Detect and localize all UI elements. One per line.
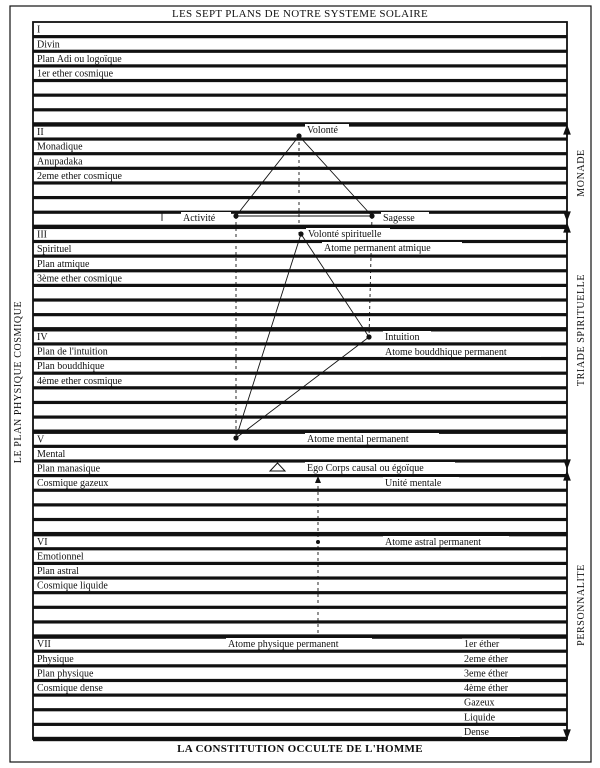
annotation-atome-bouddhique: Atome bouddhique permanent <box>385 347 507 358</box>
side-label-triade: TRIADE SPIRITUELLE <box>576 273 587 387</box>
plane-label-line: Cosmique gazeux <box>37 478 109 490</box>
subplane-separator <box>33 606 567 609</box>
plane-separator <box>33 122 567 126</box>
subplane-separator <box>33 342 567 345</box>
subplane-separator <box>33 415 567 418</box>
sagesse-dot <box>369 213 374 218</box>
subplane-separator <box>33 94 567 97</box>
left-vertical-label: LE PLAN PHYSIQUE COSMIQUE <box>13 300 24 464</box>
plane-label-line: Plan bouddhique <box>37 361 105 373</box>
subplane-separator <box>33 518 567 521</box>
subplane-separator <box>33 474 567 477</box>
subplane-separator <box>33 459 567 462</box>
plane-label-line: Plan de l'intuition <box>37 346 108 358</box>
atome-mental-dot <box>233 435 238 440</box>
subplane-label: Gazeux <box>464 697 495 709</box>
subplane-separator <box>33 79 567 82</box>
annotation-atome-mental: Atome mental permanent <box>307 434 409 445</box>
plane-numeral: III <box>37 229 47 241</box>
subplane-label: Dense <box>464 727 489 738</box>
plane-label-line: Emotionnel <box>37 551 84 563</box>
annotation-atome-astral: Atome astral permanent <box>385 537 482 548</box>
plane-numeral: VII <box>37 639 51 651</box>
plane-separator <box>33 532 567 536</box>
plane-label-line: Plan Adi ou logoïque <box>37 53 122 65</box>
plane-label-line: Mental <box>37 448 66 460</box>
subplane-separator <box>33 108 567 111</box>
annotation-intuition: Intuition <box>385 332 420 343</box>
plane-label-line: Anupadaka <box>37 156 83 168</box>
subplane-separator <box>33 591 567 594</box>
subplane-separator <box>33 240 567 243</box>
subplane-label: 4ème éther <box>464 683 509 695</box>
subplane-separator <box>33 547 567 550</box>
subplane-separator <box>33 167 567 170</box>
atome-astral-dot <box>316 540 320 544</box>
subplane-label: Liquide <box>464 712 496 724</box>
subplane-separator <box>33 503 567 506</box>
subplane-separator <box>33 196 567 199</box>
annotation-activite: Activité <box>183 213 216 224</box>
subplane-separator <box>33 313 567 316</box>
annotation-atome-atmique: Atome permanent atmique <box>324 243 431 254</box>
subplane-separator <box>33 50 567 53</box>
subplane-separator <box>33 576 567 579</box>
subplane-label: 1er éther <box>464 639 500 651</box>
plane-separator <box>33 327 567 331</box>
subplane-separator <box>33 401 567 404</box>
subplane-separator <box>33 255 567 258</box>
plane-label-line: 3ème ether cosmique <box>37 273 122 285</box>
plane-numeral: II <box>37 127 44 139</box>
subplane-separator <box>33 372 567 375</box>
plane-label-line: 2eme ether cosmique <box>37 170 122 182</box>
plane-numeral: IV <box>37 331 48 343</box>
plane-label-line: Cosmique liquide <box>37 580 108 592</box>
plane-label-line: 1er ether cosmique <box>37 68 114 80</box>
subplane-separator <box>33 562 567 565</box>
volonte-dot <box>296 133 301 138</box>
subplane-label: 3eme éther <box>464 668 509 680</box>
diagram-title: LES SEPT PLANS DE NOTRE SYSTEME SOLAIRE <box>172 8 428 20</box>
annotation-unite-mentale: Unité mentale <box>385 478 442 489</box>
activite-dot <box>233 213 238 218</box>
annotation-volonte: Volonté <box>307 125 338 136</box>
annotation-ego: Ego Corps causal ou égoïque <box>307 463 424 474</box>
annotation-sagesse: Sagesse <box>383 213 415 224</box>
plane-label-line: Cosmique dense <box>37 683 103 695</box>
subplane-separator <box>33 445 567 448</box>
subplane-separator <box>33 35 567 38</box>
plane-label-line: Spirituel <box>37 244 72 256</box>
subplane-separator <box>33 152 567 155</box>
plane-label-line: Monadique <box>37 141 83 153</box>
subplane-label: 2eme éther <box>464 653 509 665</box>
plane-separator <box>33 225 567 229</box>
annotation-volonte-spirituelle: Volonté spirituelle <box>308 229 382 240</box>
plane-label-line: Plan physique <box>37 668 94 680</box>
volonte-spirituelle-dot <box>298 231 303 236</box>
plane-label-line: Plan atmique <box>37 258 90 270</box>
plane-separator <box>33 430 567 434</box>
plane-label-line: Divin <box>37 39 60 51</box>
plane-numeral: V <box>37 434 45 446</box>
subplane-separator <box>33 620 567 623</box>
subplane-separator <box>33 269 567 272</box>
side-label-monade: MONADE <box>576 149 587 197</box>
subplane-separator <box>33 211 567 214</box>
side-label-personnalite: PERSONNALITE <box>576 564 587 646</box>
intuition-dot <box>366 334 371 339</box>
subplane-separator <box>33 298 567 301</box>
plane-numeral: VI <box>37 536 48 548</box>
diagram-footer: LA CONSTITUTION OCCULTE DE L'HOMME <box>177 743 423 755</box>
plane-label-line: 4ème ether cosmique <box>37 375 122 387</box>
annotation-atome-physique: Atome physique permanent <box>228 639 339 650</box>
plane-label-line: Plan manasique <box>37 463 101 475</box>
plane-numeral: I <box>37 24 41 36</box>
plane-label-line: Physique <box>37 653 74 665</box>
subplane-separator <box>33 489 567 492</box>
plane-label-line: Plan astral <box>37 566 79 578</box>
